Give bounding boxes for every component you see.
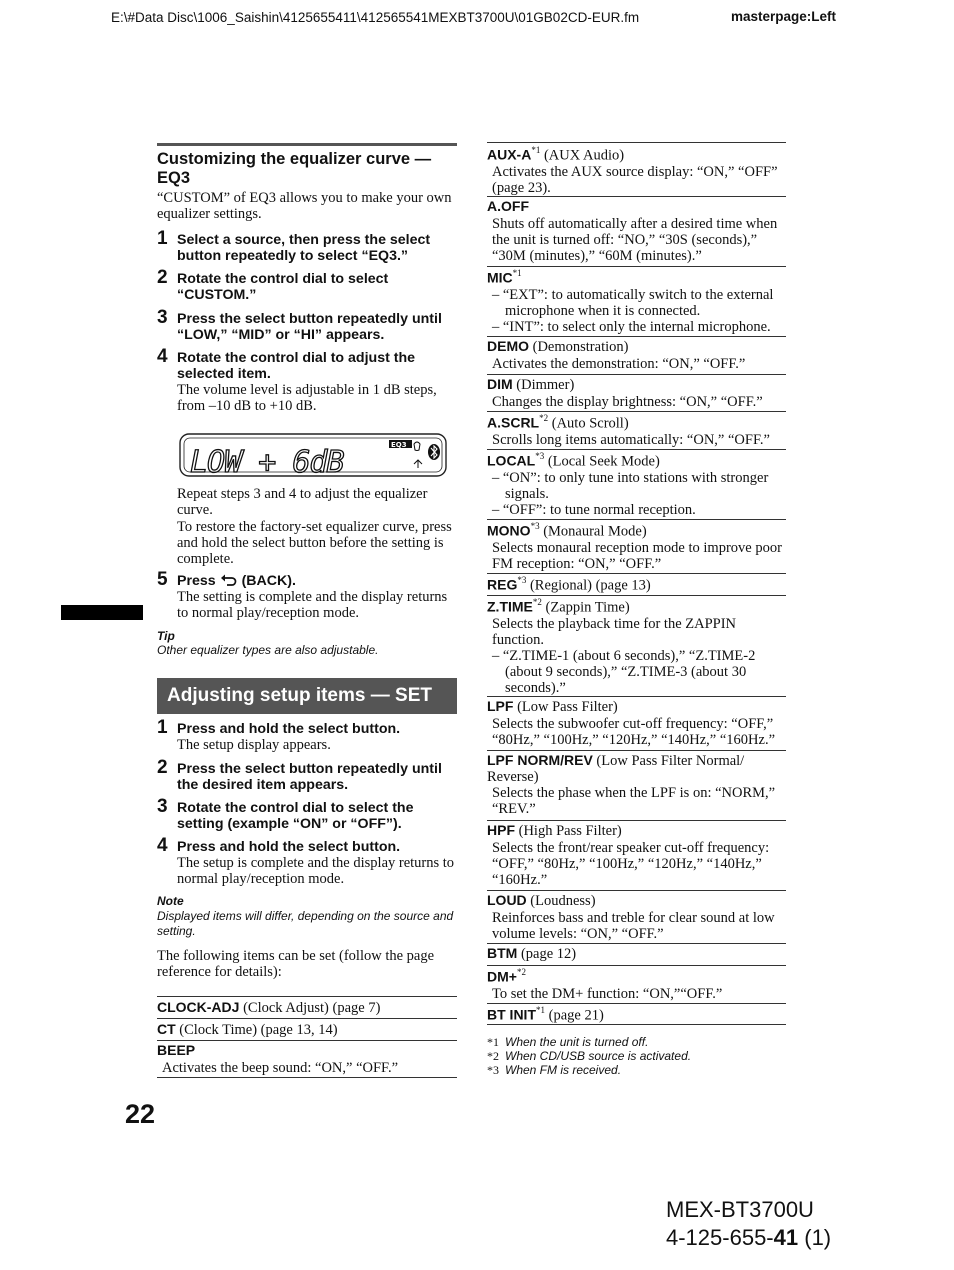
item-footnote-mark: *1: [531, 145, 541, 155]
setup-item-mic: [487, 266, 786, 336]
item-paren: (Low Pass Filter): [513, 699, 618, 715]
item-key: DIM: [487, 376, 513, 392]
set-step-4: [157, 835, 457, 887]
item-key: BEEP: [157, 1042, 196, 1058]
item-paren: (Regional) (page 13): [526, 577, 651, 594]
bluetooth-icon: [428, 444, 440, 460]
item-footnote-mark: *2: [516, 967, 526, 977]
step-text-after: (BACK).: [241, 573, 296, 589]
step-text: Press and hold the select button.: [177, 721, 401, 737]
item-paren: (Clock Time) (page 13, 14): [175, 1022, 338, 1038]
step-detail: The setup display appears.: [177, 737, 331, 753]
item-footnote-mark: *2: [532, 597, 542, 607]
item-paren: (page 12): [517, 946, 577, 962]
setup-item-lpf: [487, 696, 786, 750]
setup-item-dim: [487, 374, 786, 411]
item-desc: Scrolls long items automatically: “ON,” “OFF.”: [492, 432, 770, 449]
step-text: Press and hold the select button.: [177, 839, 401, 855]
item-option: – “OFF”: to tune normal reception.: [492, 502, 696, 519]
eq3-step-4: [157, 346, 457, 414]
setup-item-mono: [487, 519, 786, 573]
footnote-mark: *1: [487, 1035, 499, 1049]
model-code-bold: 41: [773, 1225, 799, 1250]
item-desc: Shuts off automatically after a desired time when the unit is turned off: “NO,” “30S (seconds),” “30M (minutes),” “60M (minutes).”: [492, 216, 778, 264]
item-desc: Changes the display brightness: “ON,” “OFF.”: [492, 394, 763, 410]
section-tab-marker: [61, 605, 143, 620]
item-paren: (Demonstration): [529, 339, 629, 355]
eq3-badge: EQ3: [391, 441, 407, 449]
item-paren: (AUX Audio): [540, 147, 625, 164]
note-heading: Note: [157, 894, 184, 908]
eq3-restore-note: To restore the factory-set equalizer curve, press and hold the select button before the setting is complete.: [177, 519, 452, 567]
step-detail: The setting is complete and the display returns to normal play/reception mode.: [177, 589, 448, 621]
item-paren: (Low Pass Filter Normal/ Reverse): [487, 753, 745, 785]
setup-item-dm-plus: [487, 965, 786, 1003]
footnote-text: When CD/USB source is activated.: [505, 1049, 692, 1063]
lcd-display-graphic: [178, 432, 450, 478]
tip-text: Other equalizer types are also adjustable.: [157, 643, 379, 657]
item-desc: Selects the front/rear speaker cut-off frequency: “OFF,” “80Hz,” “100Hz,” “120Hz,” “140Hz,” “160Hz.”: [492, 840, 770, 888]
eq3-intro: “CUSTOM” of EQ3 allows you to make your own equalizer settings.: [157, 190, 452, 222]
item-footnote-mark: *1: [536, 1005, 545, 1015]
step-text: Press the select button repeatedly until the desired item appears.: [177, 761, 442, 793]
eq3-step-3: [157, 307, 457, 343]
eq3-repeat-note: Repeat steps 3 and 4 to adjust the equalizer curve.: [177, 486, 428, 518]
item-desc: Activates the demonstration: “ON,” “OFF.”: [492, 356, 746, 372]
item-footnote-mark: *3: [535, 451, 545, 461]
item-paren: (Clock Adjust) (page 7): [239, 1000, 381, 1016]
item-key: Z.TIME: [487, 598, 533, 615]
item-paren: (Zappin Time): [541, 599, 630, 616]
eq3-step-2: [157, 267, 457, 303]
item-paren: (Loudness): [526, 893, 596, 909]
item-key: LOUD: [487, 892, 527, 908]
item-desc: Activates the AUX source display: “ON,” “OFF” (page 23).: [492, 164, 778, 197]
footnote-mark: *3: [487, 1063, 499, 1077]
item-key: LOCAL: [487, 452, 536, 469]
set-section-banner: Adjusting setup items — SET: [157, 678, 457, 714]
section-rule: [157, 143, 457, 146]
item-paren: (High Pass Filter): [515, 823, 622, 839]
item-key: MONO: [487, 522, 531, 539]
item-key: MIC: [487, 269, 513, 286]
item-key: HPF: [487, 822, 515, 838]
footnote-text: When the unit is turned off.: [505, 1035, 649, 1049]
set-step-2: [157, 757, 457, 793]
page-number: 22: [125, 1099, 156, 1129]
tip-heading: Tip: [157, 629, 175, 643]
step-text: Press the select button repeatedly until “LOW,” “MID” or “HI” appears.: [177, 311, 442, 343]
item-key: A.SCRL: [487, 414, 540, 431]
setup-item-reg: [487, 573, 786, 595]
item-key: BT INIT: [487, 1006, 536, 1023]
item-paren: (Dimmer): [512, 377, 575, 393]
item-option: – “INT”: to select only the internal microphone.: [492, 319, 771, 336]
setup-item-hpf: [487, 820, 786, 890]
setup-item-a-scrl: [487, 411, 786, 449]
footnote-mark: *2: [487, 1049, 499, 1063]
item-desc: Activates the beep sound: “ON,” “OFF.”: [162, 1060, 399, 1076]
item-key: REG: [487, 576, 518, 593]
item-option: – “Z.TIME-1 (about 6 seconds),” “Z.TIME-2 (about 9 seconds),” “Z.TIME-3 (about 30 seconds).”: [492, 648, 756, 697]
item-paren: (page 21): [545, 1007, 604, 1024]
eq3-step-5: [157, 569, 457, 621]
item-footnote-mark: *2: [539, 413, 549, 423]
step-detail: The volume level is adjustable in 1 dB steps, from –10 dB to +10 dB.: [177, 382, 437, 414]
footnote: [487, 1063, 787, 1077]
footnote: [487, 1035, 787, 1049]
setup-item-a-off: [487, 196, 786, 266]
step-number: 4: [157, 346, 168, 367]
item-key: AUX-A: [487, 146, 532, 163]
item-key: BTM: [487, 945, 518, 961]
note-text: Displayed items will differ, depending on the source and setting.: [157, 909, 454, 938]
item-desc: Selects the phase when the LPF is on: “NORM,” “REV.”: [492, 785, 776, 817]
lcd-display: [178, 432, 450, 478]
item-key: A.OFF: [487, 198, 529, 214]
model-code-prefix: 4-125-655-: [666, 1225, 774, 1250]
footnotes: [487, 1035, 787, 1077]
item-paren: (Monaural Mode): [539, 523, 647, 540]
item-desc: To set the DM+ function: “ON,”“OFF.”: [492, 986, 723, 1003]
eq3-step-1: [157, 228, 457, 264]
item-key: DEMO: [487, 338, 529, 354]
eq3-title: Customizing the equalizer curve — EQ3: [157, 150, 432, 187]
step-number: 2: [157, 267, 168, 288]
model-name: MEX-BT3700U: [666, 1197, 814, 1222]
item-option: – “ON”: to only tune into stations with stronger signals.: [492, 470, 769, 503]
step-number: 4: [157, 835, 168, 856]
set-following-text: The following items can be set (follow the page reference for details):: [157, 948, 435, 980]
step-number: 3: [157, 796, 168, 817]
footnote: [487, 1049, 787, 1063]
masterpage-label: masterpage:Left: [731, 9, 837, 24]
setup-item-bt-init: [487, 1003, 786, 1025]
item-key: DM+: [487, 968, 517, 985]
file-path: E:\#Data Disc\1006_Saishin\4125655411\412565541MEXBT3700U\01GB02CD-EUR.fm: [111, 10, 640, 25]
setup-item-loud: [487, 890, 786, 943]
setup-item-z-time: [487, 595, 786, 696]
back-arrow-icon: [220, 574, 238, 586]
item-footnote-mark: *3: [530, 521, 540, 531]
step-text: [177, 573, 457, 589]
item-key: CT: [157, 1021, 176, 1037]
step-text: Rotate the control dial to adjust the selected item.: [177, 350, 416, 382]
step-text-before: Press: [177, 573, 216, 589]
item-key: LPF: [487, 698, 514, 714]
item-desc: Selects the playback time for the ZAPPIN function.: [492, 616, 737, 649]
step-number: 2: [157, 757, 168, 778]
item-paren: (Auto Scroll): [548, 415, 629, 432]
item-footnote-mark: *3: [517, 575, 527, 585]
set-step-1: [157, 717, 457, 753]
item-footnote-mark: *1: [512, 268, 522, 278]
item-key: LPF NORM/REV: [487, 752, 593, 768]
step-text: Rotate the control dial to select the setting (example “ON” or “OFF”).: [177, 800, 414, 832]
setup-item-lpf-norm-rev: [487, 750, 786, 820]
item-desc: Selects the subwoofer cut-off frequency: “OFF,” “80Hz,” “100Hz,” “120Hz,” “140Hz,” “160Hz.”: [492, 716, 776, 748]
setup-item-ct: [157, 1018, 457, 1040]
model-code: [666, 1224, 831, 1252]
item-desc: Selects monaural reception mode to improve poor FM reception: “ON,” “OFF.”: [492, 540, 782, 573]
lcd-readout: LOW + 6dB: [190, 445, 344, 478]
set-step-3: [157, 796, 457, 832]
item-key: CLOCK-ADJ: [157, 999, 240, 1015]
step-detail: The setup is complete and the display returns to normal play/reception mode.: [177, 855, 455, 887]
step-number: 1: [157, 228, 168, 249]
setup-item-beep: [157, 1040, 457, 1078]
step-number: 1: [157, 717, 168, 738]
setup-item-local: [487, 449, 786, 519]
model-code-suffix: (1): [798, 1225, 832, 1250]
item-paren: (Local Seek Mode): [544, 453, 660, 470]
item-desc: Reinforces bass and treble for clear sound at low volume levels: “ON,” “OFF.”: [492, 910, 775, 942]
model-info: [666, 1196, 831, 1252]
setup-item-aux-a: [487, 142, 786, 196]
setup-item-demo: [487, 336, 786, 374]
step-number: 3: [157, 307, 168, 328]
setup-item-clock-adj: [157, 996, 457, 1018]
step-text: Select a source, then press the select button repeatedly to select “EQ3.”: [177, 232, 431, 264]
step-number: 5: [157, 569, 168, 590]
setup-item-btm: [487, 943, 786, 965]
item-option: – “EXT”: to automatically switch to the external microphone when it is connected.: [492, 287, 774, 320]
step-text: Rotate the control dial to select “CUSTOM.”: [177, 271, 389, 303]
footnote-text: When FM is received.: [505, 1063, 622, 1077]
